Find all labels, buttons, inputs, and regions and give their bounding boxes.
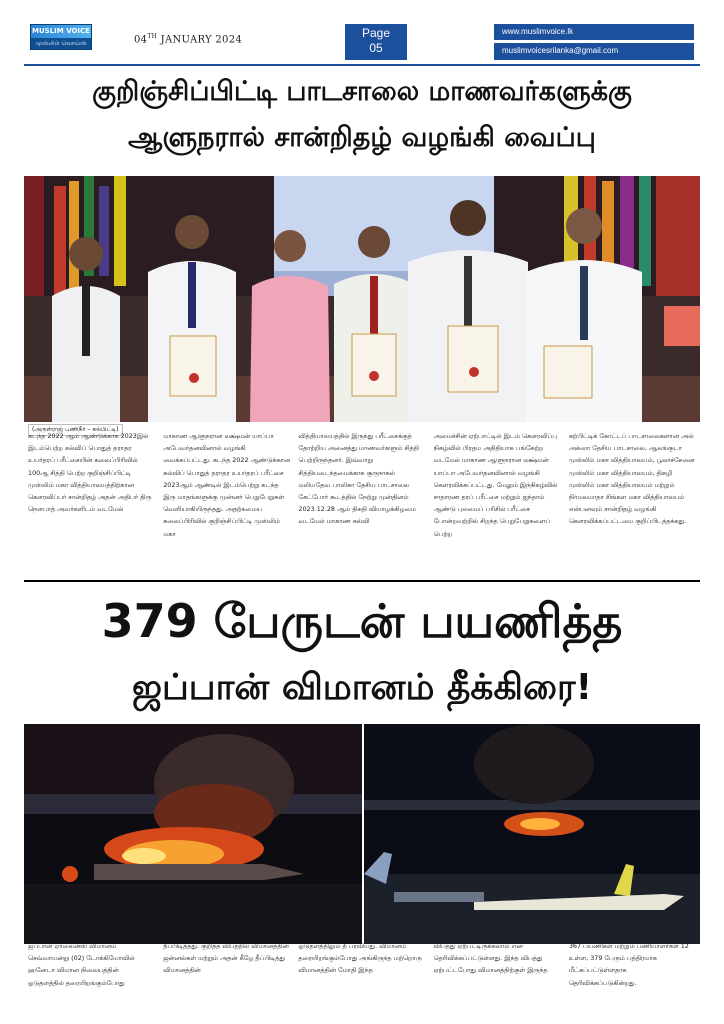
story2-photo-right bbox=[364, 724, 700, 944]
issue-date bbox=[134, 33, 242, 45]
story1-headline-line2: ஆளுநரால் சான்றிதழ் வழங்கி வைப்பு bbox=[128, 122, 596, 153]
story2-photo-left bbox=[24, 724, 362, 944]
story2-body bbox=[28, 940, 696, 1000]
masthead-logo bbox=[30, 24, 92, 50]
website-link[interactable]: www.muslimvoice.lk bbox=[502, 27, 574, 36]
burning-plane-photo bbox=[24, 724, 362, 944]
story1-photo-caption: (அருள்ராஜ் பணிநீர் – கல்பிட்டி) bbox=[28, 424, 123, 436]
header-rule bbox=[24, 64, 700, 66]
page-number-box bbox=[345, 24, 407, 60]
story2-column-2: தீப்பிடித்தது. குறித்த விபத்தில் விமானத்தின் ஜன்னல்கள் மற்றும் அதன் கீழே தீப்பிடித்து விமானத்தின் bbox=[163, 942, 289, 975]
story1-photo bbox=[24, 176, 700, 422]
story2-column-5: 367 பயணிகள் மற்றும் பணியாளர்கள் 12 உள்ள, 379 பேரும் பத்திரமாக மீட்கப்பட்டுள்ளதாக தெரிவிக்கப்படுகின்றது. bbox=[568, 942, 689, 987]
story1-body bbox=[28, 430, 696, 578]
airport-runway-photo bbox=[364, 724, 700, 944]
email-link[interactable]: muslimvoicesrilanka@gmail.com bbox=[502, 46, 619, 55]
logo-bottom-text: முஸ்லிம் வொய்ஸ் bbox=[31, 38, 91, 49]
story2-headline-line1: 379 பேருடன் பயணித்த bbox=[101, 594, 623, 648]
logo-top-text: MUSLIM VOICE bbox=[31, 25, 91, 38]
story1-column-2: மாகாண ஆளுநரான லக்ஷ்மன் யாப்பா அபேவர்தனவினால் வழங்கி வைக்கப்பட்டது. கடந்த 2022 ஆண்டுக்கான கல்விப் பொதுத் தராதர உயர்தரப் பரீட்சை 2023ஆம் ஆண்டில் இடம்பெற்று கடந்த இரு மாதங்களுக்கு முன்னர் பெறுபேறுகள் வெளியாகியிருந்தது. அதற்கமைய கலைப்பிரிவில் குறிஞ்சிப்பிட்டி முஸ்லிம் மகா bbox=[163, 432, 291, 538]
date-suffix: TH bbox=[147, 33, 158, 40]
story1-column-5: கற்பிட்டிக் கோட்டப் பாடசாலைகளான அல் அக்ஸா தேசிய பாடசாலை, ஆலங்குடா முஸ்லிம் மகா வித்தியாலயம், பூலாச்சேனை முஸ்லிம் மகா வித்தியாலயம், திகழி முஸ்லிம் மகா வித்தியாலயம் மற்றும் நிர்மலமாதா சிங்கள மகா வித்தியாலயம் என்பனவும் சான்றிதழ் வழங்கி கௌரவிக்கப்பட்டமை குறிப்பிடத்தக்கது. bbox=[568, 432, 695, 526]
date-day: 04 bbox=[134, 34, 148, 46]
story1-column-4: அமைச்சின் ஏற்பாட்டில் இடம் கௌரவிப்பு நிகழ்வில் பிரதம அதிதியாக பங்கேற்ற வடமேல் மாகாண ஆளுநரான லக்ஷ்மன் யாப்பா அபேவர்தனவினால் வழங்கி கௌரவிக்கப்பட்டது. மேலும் இந்நிகழ்வில் சாதாரண தரப் பரீட்சை மற்றும் ஐந்தாம் ஆண்டு புலமைப் பரிசில் பரீட்சை போன்றவற்றில் சிறந்த பெறுபேறுகளைப் பெற்ற bbox=[433, 432, 558, 538]
certificate-ceremony-photo bbox=[24, 176, 700, 422]
section-divider bbox=[24, 580, 700, 582]
contact-box bbox=[494, 24, 694, 60]
page-label: Page bbox=[361, 26, 391, 40]
story2-column-1: ஜப்பான் ஏர்லைன்ஸ் விமானம் செவ்வாயன்று (02) டோக்கியோவில் ஹனேடா விமான நிலையத்தின் ஓடுதளத்தில் தரையிறங்கும்போது bbox=[28, 942, 135, 987]
story2-column-3: ஓடுதளத்திலும் தீ பரவியது. விமானம் தரையிறங்கும்போது அங்கிருந்த மற்றொரு விமானத்தின் மோதி இந்த bbox=[298, 942, 422, 975]
story2-headline-line2: ஜப்பான் விமானம் தீக்கிரை! bbox=[131, 667, 593, 708]
story1-column-3: வித்தியாலயத்தில் இருந்து பரீட்சைக்குத் தோற்றிய அனைத்து மாணவர்களும் சித்தி பெற்றிருந்தனர். இவ்வாறு சித்தியடைந்தமைக்காக குருநாகல் மலியதேவ பாலிகா தேசிய பாடசாலை கேட்போர் கூடத்தில் நேற்று முன்தினம் 2023.12.28 ஆம் திகதி வியாழக்கிழமை வடமேல் மாகாண கல்வி bbox=[298, 432, 419, 526]
page-number: 05 bbox=[369, 41, 383, 55]
date-rest: JANUARY 2024 bbox=[157, 34, 243, 46]
story1-column-1: கடந்த 2022 ஆம் ஆண்டுக்காக 2023இல் இடம்பெற்ற கல்விப் பொதுத் தராதர உயர்தரப் பரீட்சையின் கலைப்பிரிவில் 100ஆ சித்தி பெற்ற குறிஞ்சிப்பிட்டி முஸ்லிம் மகா வித்தியாலயத்திற்கான கௌரவிப்பர் சான்றிதழ் அதன் அதிபர் திரு நௌபாத் அவர்களிடம் வடமேல் bbox=[28, 432, 152, 514]
story1-headline-line1: குறிஞ்சிப்பிட்டி பாடசாலை மாணவர்களுக்கு bbox=[92, 76, 632, 107]
story2-column-4: விபத்து ஏற்பட்டிருக்கலாம் என தெரிவிக்கப்பட்டுள்ளது. இந்த விபத்து ஏற்பட்டபோது விமானத்திற்குள் இருந்த bbox=[433, 942, 548, 975]
